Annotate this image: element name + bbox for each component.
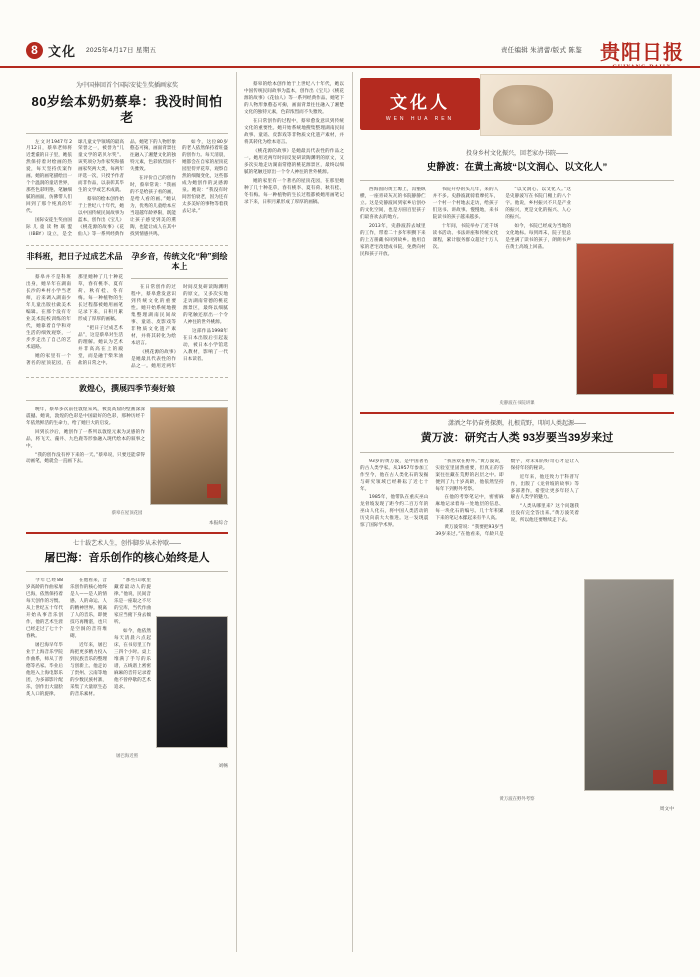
paragraph: 这部作品1998年在日本出版后引起轰动，被日本小学馆选入教材，影响了一代日本读者。 (183, 328, 228, 362)
paragraph: 黄万波常说：“我要把93岁当39岁来过。”在他看来，年龄只是数字，对未知的好奇心才是让人保持年轻的秘诀。 (435, 458, 579, 538)
paragraph: 西海固的黄土塬上，沟壑纵横，一座青砖灰瓦的书院静静伫立。这是史静波回到家乡后创办的文化空间，也是方圆百里孩子们最喜欢去的地方。 (360, 186, 426, 220)
paragraph: 《桃花源的故事》是她最具代表性的作品之一。她用近两年时间反复研读陶渊明的原文，又多次实地走访湖南常德的桃花源景区，最终以细腻的笔触还原出一个令人神往的世外桃源。 (131, 285, 228, 369)
divider (131, 278, 228, 279)
paragraph: “以文润心、以文化人。”这是史静波写在书院门楣上的八个字。他说，乡村振兴不只是产业的振兴，更是文化的振兴、人心的振兴。 (505, 186, 571, 220)
paragraph: 近年来，他还致力于科普写作，出版了《龙骨坡的故事》等多部著作，希望让更多年轻人了解古人类学的魅力。 (510, 474, 579, 501)
article-1-headline: 80岁绘本奶奶蔡皋：我没时间怕老 (31, 94, 223, 126)
paragraph: 1985年，他带队在重庆巫山龙骨坡发现了距今约二百万年的巫山人化石，将中国人类活动的历史向前大大推进。这一发现震惊了国际学术界。 (360, 495, 429, 529)
paragraph: 2013年，史静波辞去城里的工作，带着二十多年积攒下来的上万册藏书回到故乡。他用自家的老宅改建成书院，免费向村民和孩子开放。 (360, 223, 426, 257)
article-4-photo (150, 407, 228, 505)
article-2-body (26, 275, 123, 369)
article-4-caption: 蔡皋在屋顶花园 (111, 509, 143, 515)
paragraph: 她的家里有一个著名的屋顶花园，在那里她种了几十种花草，春有桃李、夏有荷、秋有桂、冬有梅。每一种植物的生长过程都被她用画笔记录下来，日积月累形成了厚厚的画稿。 (244, 178, 344, 205)
divider (26, 400, 228, 401)
paragraph: 如今，他依然每天清晨六点起床，在书房里工作三四个小时。桌上堆满了手写的乐谱，五线谱上密密麻麻的音符记录着他不曾停歇的艺术追求。 (114, 629, 151, 690)
article-5-byline: 刘畅 (218, 764, 228, 770)
divider (26, 532, 228, 534)
paragraph: 她的家里有一个著名的屋顶花园，在那里她种了几十种花草，春有桃李、夏有荷、秋有桂、冬有梅。每一种植物的生长过程都被她用画笔记录下来，日积月累形成了厚厚的画稿。 (26, 275, 123, 366)
nameplate-artwork (480, 74, 672, 136)
paragraph: 在他看来，音乐创作的核心始终是人——是人的情感、人的命运、人的精神世界。脱离了人的音乐，即便技巧再精湛，也只是空洞的音符堆砌。 (70, 578, 107, 640)
paragraph: 93岁的黄万波，是中国著名的古人类学家。从1957年参加工作至今，他在古人类化石的发掘与研究领域已经耕耘了近七十年。 (360, 458, 429, 492)
divider (26, 133, 228, 134)
nameplate-box (360, 78, 480, 130)
paragraph: 国际安徒生奖由国际儿童读物联盟（IBBY）设立，是全球儿童文学领域的最高荣誉之一，被誉为“儿童文学的诺贝尔奖”。该奖项分为作家奖和插画家奖两大类，每两年评选一次，只授予作者而非作品，以表彰其毕生的文学或艺术成就。 (26, 139, 124, 238)
article-6-headline: 史静波：在黄土高坡“以文润心、以文化人” (426, 162, 608, 173)
article-1-kicker: 为中国捧回首个国际安徒生奖插画家奖 (75, 83, 178, 89)
paragraph: 回到长沙后，她创作了一系列以敦煌元素为灵感的作品，将飞天、藻井、九色鹿等形象融入现代绘本的叙事之中。 (26, 429, 145, 449)
paragraph: “把日子过成艺术品”，这是蔡皋对生活的理解。她认为艺术并非高高在上的殿堂，而是融于柴米油盐的日常之中。 (78, 325, 123, 366)
article-6-body (360, 187, 571, 259)
article-7-headline: 黄万波：研究古人类 93岁要当39岁来过 (420, 431, 614, 444)
nameplate-title: 文化人 (390, 93, 450, 112)
divider (26, 571, 228, 572)
article-6-kicker: 投身乡村文化振兴，回老家办书院—— (465, 151, 568, 157)
paragraph: 晚年，蔡皋多次前往敦煌采风，被莫高窟的壁画深深震撼。她说，敦煌的色彩是中国最好的色彩，那种历经千年依然鲜活的生命力，给了她巨大的启发。 (26, 406, 145, 426)
article-5-photo (156, 616, 228, 748)
paper-name: 贵阳日报 (600, 40, 684, 64)
article-5-caption: 屠巴海近照 (116, 753, 138, 759)
nameplate-subtitle: WEN HUA REN (385, 116, 455, 122)
article-5-kicker: 七十载艺术人生，创作脚步从未停歇—— (72, 540, 181, 547)
article-3-body (131, 285, 228, 371)
article-5-headline: 屠巴海：音乐创作的核心始终是人 (44, 551, 210, 564)
divider (26, 245, 228, 246)
paragraph: 在日常创作的过程中，蔡皋愈发意识到传统文化的重要性。她开始系统地搜集整理湖南民间故事、童谣、皮影戏等非物质文化遗产素材，并将其转化为绘本语言。 (131, 285, 176, 346)
paragraph: 十年间，书院举办了近千场读书活动、书法讲座和传统文化课程，累计服务群众超过十万人次。 (432, 223, 499, 250)
column-divider (236, 72, 237, 952)
divider (26, 268, 123, 269)
paragraph: 左文对1947年2月12日，蔡皋老师将近耄耋的日子里，她依然保持着对绘画的热爱，每天坚持伏案作画。她的画笔描绘出一个个温润的童话世界，那些色彩明艳、笔触细腻的画面，仿佛带人们回到了那个纯真的年代。 (26, 139, 72, 215)
left-column (26, 82, 228, 769)
paragraph: 在他的考察笔记中，密密麻麻地记录着每一处地层的信息、每一块化石的编号。几十年积累下来的笔记本摞起来有半人高。 (435, 495, 504, 522)
article-6-caption: 史静波在书院讲课 (499, 399, 535, 405)
editor-credits: 责任编辑 朱清蕾/版式 陈鉴 (500, 47, 582, 54)
publication-date: 2025年4月17日 星期五 (86, 47, 157, 54)
divider (360, 452, 674, 453)
middle-column-text (244, 82, 344, 206)
article-4-byline: 本报综合 (208, 520, 228, 526)
paragraph: 今年已经88岁高龄的作曲家屠巴海，依然保持着每天创作的习惯。从上世纪五十年代开始从事音乐创作，他的艺术生涯已经走过了七十个春秋。 (26, 578, 63, 640)
paragraph: 在评价自己的创作时，蔡皋常说：“我画的不是给孩子看的画，是给人看的画。”她认为，优秀的儿童绘本应当超越年龄界限，既能让孩子感受到美的熏陶，也能让成人在其中找到情感共鸣。 (130, 176, 176, 238)
right-column (360, 150, 674, 812)
article-7-kicker: 潇洒之年仍奋勇探测，扎根荒野，叩问人类起源—— (447, 420, 586, 427)
column-nameplate (352, 74, 674, 138)
article-2-headline: 非科班，把日子过成艺术品 (26, 252, 123, 262)
paragraph: “我喜欢在野外。”黄万波说，实验室里固然重要，但真正的答案往往藏在荒野的岩层之中。即便到了九十岁高龄，他依然坚持每年下到野外考察。 (435, 458, 504, 492)
section-name: 文化 (48, 44, 77, 59)
article-6-photo (576, 243, 674, 395)
divider (360, 180, 674, 181)
paper-logo (600, 36, 684, 70)
paragraph: “那些山歌里藏着最动人的旋律。”他说，民间音乐是一座取之不尽的宝库，当代作曲家应当俯下身去倾听。 (114, 578, 151, 626)
article-7-photo (584, 579, 674, 791)
article-3-headline: 孕乡音，传统文化“种”到绘本上 (131, 252, 228, 272)
paragraph: 蔡皋的绘本创作始于上世纪八十年代，她以中国传统民间故事为蓝本，创作出《宝儿》《桃花源的故事》《花仙人》等一系列经典作品。她笔下的人物形象憨态可掬，画面背景往往融入了湘楚文化的独特元素，色彩浓烈而不失雅致。 (244, 82, 344, 115)
seal-stamp (653, 770, 667, 784)
paragraph: 书院开办的头几年，来的人并不多。史静波就骑着摩托车，一个村一个村地去走访，给孩子们送书、讲故事。慢慢地，来书院读书的孩子越来越多。 (432, 186, 499, 220)
column-divider (352, 72, 353, 952)
article-4-headline: 敦煌心，撰展四季节奏好娘 (79, 383, 175, 393)
article-7-byline: 周文中 (659, 806, 674, 812)
paragraph: 近年来，屠巴海把更多精力投入到民族音乐的整理与创新上。他走访了贵州、云南等地的少数民族村寨，采集了大量原生态的音乐素材。 (70, 643, 107, 697)
divider (360, 412, 674, 414)
article-5-body (26, 578, 151, 698)
paper-name-pinyin: GUIYANG DAILY (612, 64, 672, 70)
paragraph: “人类从哪里来？这个问题我还没有完全答出来。”黄万波笑着说，所以他还要继续走下去。 (510, 504, 579, 524)
paragraph: 如今，书院已经成为当地的文化地标。每到周末，院子里总是坐满了读书的孩子，朗朗书声在黄土高坡上回荡。 (505, 223, 571, 250)
middle-column (244, 82, 344, 208)
paragraph: 蔡皋并不是科班出身，她早年在湖南长沙的乡村小学当老师，后来调入湖南少年儿童出版社做美术编辑。在那个没有专业美术院校训练的年代，她靠着自学和对生活的细致观察，一步步走出了自己的艺术道路。 (26, 275, 71, 350)
page-number-badge: 8 (26, 42, 43, 59)
paragraph: 蔡皋的绘本创作始于上世纪八十年代，她以中国传统民间故事为蓝本，创作出《宝儿》《桃花源的故事》《花仙人》等一系列经典作品。她笔下的人物形象憨态可掬，画面背景往往融入了湘楚文化的独特元素，色彩浓烈而不失雅致。 (78, 139, 176, 238)
article-7-body (360, 459, 579, 540)
paragraph: 如今，这位80岁的老人依然保持着旺盛的创作力。每天清晨，她都会在自家的屋顶花园里侍弄花草，观察自然的细微变化，这些都成为她创作的灵感源泉。她说：“我没有时间害怕衰老，因为还有太多美好的事物等着我去记录。” (182, 139, 228, 215)
paragraph: 在日常创作的过程中，蔡皋愈发意识到传统文化的重要性。她开始系统地搜集整理湖南民间故事、童谣、皮影戏等非物质文化遗产素材，并将其转化为绘本语言。 (244, 118, 344, 145)
paragraph: “我的创作没有停下来的一天。”蔡皋说，只要还能拿得动画笔，她就会一直画下去。 (26, 452, 145, 465)
paragraph: 屠巴海早年毕业于上海音乐学院作曲系，师从丁善德等名家。毕业后他进入上海电影乐团，为多部影片配乐，创作出大量脍炙人口的旋律。 (26, 643, 63, 697)
seal-stamp (653, 374, 667, 388)
seal-stamp (207, 484, 221, 498)
article-1-body (26, 140, 228, 240)
paragraph: 《桃花源的故事》是她最具代表性的作品之一。她用近两年时间反复研读陶渊明的原文，又多次实地走访湖南常德的桃花源景区，最终以细腻的笔触还原出一个令人神往的世外桃源。 (244, 148, 344, 175)
divider (26, 377, 228, 378)
article-7-caption: 黄万波在野外考察 (499, 795, 535, 801)
